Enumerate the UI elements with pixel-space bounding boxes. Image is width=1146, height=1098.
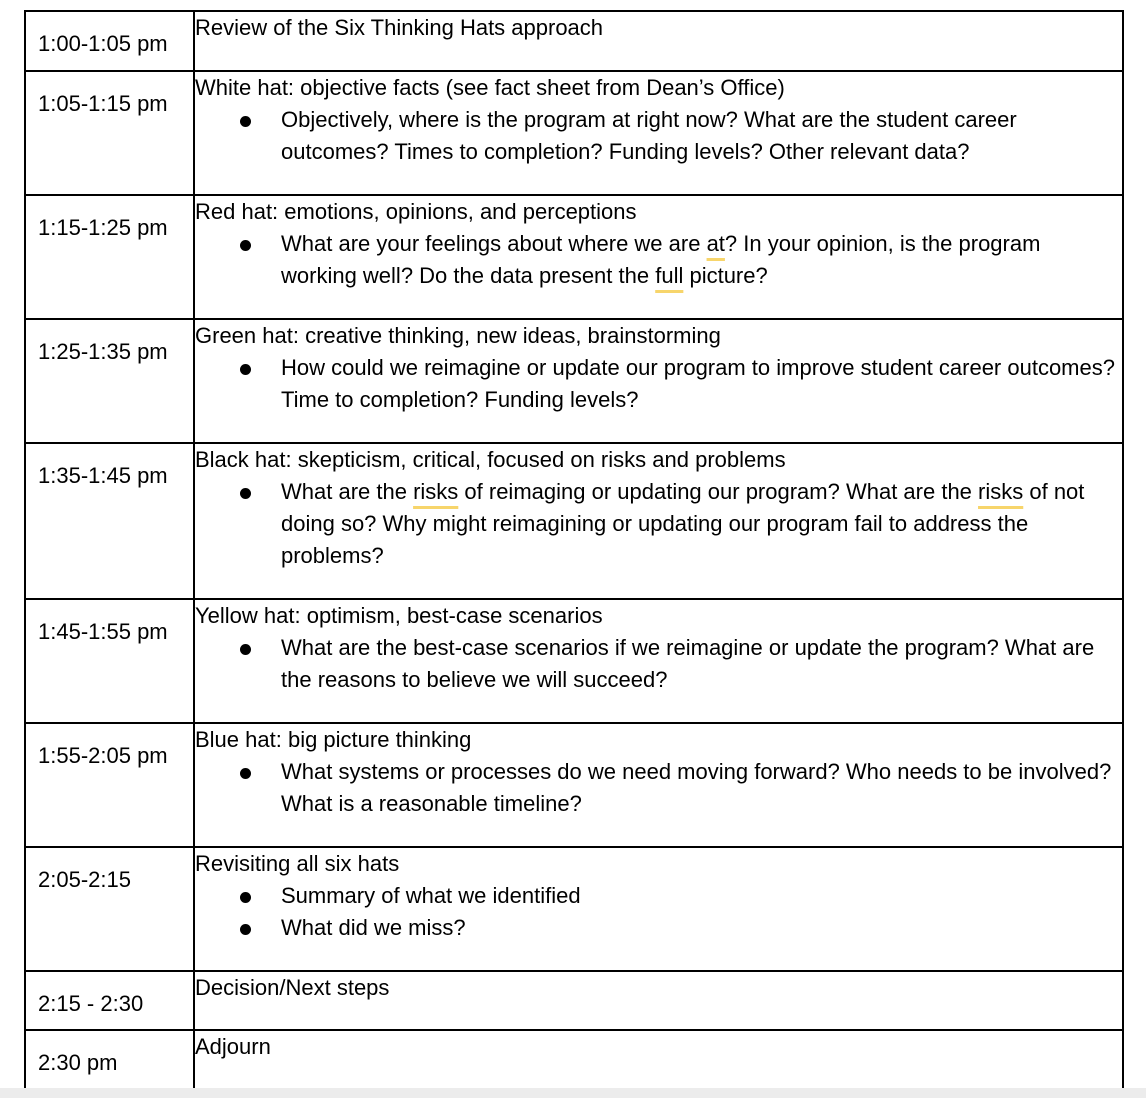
topic-heading: Yellow hat: optimism, best-case scenarios <box>195 603 603 628</box>
topic-heading: Review of the Six Thinking Hats approach <box>195 15 604 40</box>
bullet-text: What are the best-case scenarios if we reimagine or update the program? What are the reasons to believe we will succeed? <box>281 635 1095 692</box>
topic-heading: Green hat: creative thinking, new ideas, brainstorming <box>195 323 721 348</box>
bullet-item <box>195 352 1122 416</box>
bullet-dot-icon <box>240 768 251 779</box>
topic-cell <box>194 195 1123 319</box>
bullet-text: Summary of what we identified <box>281 883 581 908</box>
bullet-text-part: of reimaging or updating our program? What are the <box>458 479 979 504</box>
bullet-list <box>195 756 1122 820</box>
bullet-dot-icon <box>240 892 251 903</box>
bullet-dot-icon <box>240 116 251 127</box>
spelling-highlight[interactable]: risks <box>413 479 459 504</box>
time-slot: 1:55-2:05 pm <box>38 743 168 768</box>
time-cell <box>25 723 194 847</box>
agenda-row <box>25 971 1123 1030</box>
bullet-list <box>195 476 1122 572</box>
bullet-text: What systems or processes do we need moving forward? Who needs to be involved? What is a reasonable timeline? <box>281 759 1112 816</box>
bullet-dot-icon <box>240 240 251 251</box>
topic-cell <box>194 599 1123 723</box>
topic-heading: Revisiting all six hats <box>195 851 400 876</box>
agenda-row <box>25 723 1123 847</box>
topic-cell <box>194 1030 1123 1090</box>
agenda-table <box>24 10 1124 1091</box>
bullet-list <box>195 228 1122 292</box>
topic-cell <box>194 443 1123 599</box>
spelling-highlight[interactable]: full <box>655 263 684 288</box>
bullet-text <box>281 479 1084 568</box>
bullet-item <box>195 476 1122 572</box>
agenda-row <box>25 195 1123 319</box>
topic-cell <box>194 971 1123 1030</box>
time-slot: 2:15 - 2:30 <box>38 991 144 1016</box>
bullet-text <box>281 231 1040 288</box>
bullet-item <box>195 228 1122 292</box>
bullet-text-part: picture? <box>683 263 768 288</box>
topic-cell <box>194 71 1123 195</box>
bullet-list <box>195 352 1122 416</box>
topic-cell <box>194 723 1123 847</box>
time-cell <box>25 319 194 443</box>
bullet-text-part: What are your feelings about where we are <box>281 231 707 256</box>
agenda-row <box>25 599 1123 723</box>
time-cell <box>25 1030 194 1090</box>
agenda-row <box>25 443 1123 599</box>
time-slot: 1:35-1:45 pm <box>38 463 168 488</box>
bullet-dot-icon <box>240 488 251 499</box>
time-slot: 1:05-1:15 pm <box>38 91 168 116</box>
topic-heading: Red hat: emotions, opinions, and perceptions <box>195 199 637 224</box>
time-cell <box>25 847 194 971</box>
agenda-row <box>25 11 1123 71</box>
bullet-dot-icon <box>240 924 251 935</box>
agenda-row <box>25 1030 1123 1090</box>
bullet-list <box>195 632 1122 696</box>
agenda-row <box>25 847 1123 971</box>
bullet-item <box>195 756 1122 820</box>
bullet-item <box>195 632 1122 696</box>
topic-heading: Black hat: skepticism, critical, focused on risks and problems <box>195 447 786 472</box>
topic-cell <box>194 847 1123 971</box>
spelling-highlight[interactable]: risks <box>978 479 1024 504</box>
time-slot: 1:25-1:35 pm <box>38 339 168 364</box>
bullet-text: Objectively, where is the program at right now? What are the student career outcomes? Times to completion? Funding levels? Other relevant data? <box>281 107 1017 164</box>
time-cell <box>25 71 194 195</box>
time-cell <box>25 11 194 71</box>
time-cell <box>25 599 194 723</box>
time-slot: 1:15-1:25 pm <box>38 215 168 240</box>
bullet-dot-icon <box>240 364 251 375</box>
time-slot: 1:45-1:55 pm <box>38 619 168 644</box>
time-slot: 1:00-1:05 pm <box>38 31 168 56</box>
topic-heading: Blue hat: big picture thinking <box>195 727 472 752</box>
time-cell <box>25 195 194 319</box>
agenda-row <box>25 319 1123 443</box>
topic-cell <box>194 11 1123 71</box>
topic-heading: White hat: objective facts (see fact sheet from Dean’s Office) <box>195 75 785 100</box>
time-cell <box>25 971 194 1030</box>
time-slot: 2:05-2:15 <box>38 867 131 892</box>
bullet-dot-icon <box>240 644 251 655</box>
time-slot: 2:30 pm <box>38 1050 118 1075</box>
bullet-item <box>195 104 1122 168</box>
topic-heading: Decision/Next steps <box>195 975 390 1000</box>
bullet-item <box>195 912 1122 944</box>
topic-cell <box>194 319 1123 443</box>
bullet-list <box>195 104 1122 168</box>
bullet-text: What did we miss? <box>281 915 466 940</box>
bullet-item <box>195 880 1122 912</box>
bullet-text-part: of not doing so? Why might reimagining or updating our program fail to address the problems? <box>281 479 1085 568</box>
bullet-text: How could we reimagine or update our program to improve student career outcomes? Time to completion? Funding levels? <box>281 355 1115 412</box>
agenda-row <box>25 71 1123 195</box>
bullet-text-part: ? In your opinion, is the program working well? Do the data present the <box>281 231 1041 288</box>
spelling-highlight[interactable]: at <box>706 231 725 256</box>
bullet-list <box>195 880 1122 944</box>
bullet-text-part: What are the <box>281 479 414 504</box>
time-cell <box>25 443 194 599</box>
topic-heading: Adjourn <box>195 1034 271 1059</box>
page-bottom-strip <box>0 1088 1146 1098</box>
